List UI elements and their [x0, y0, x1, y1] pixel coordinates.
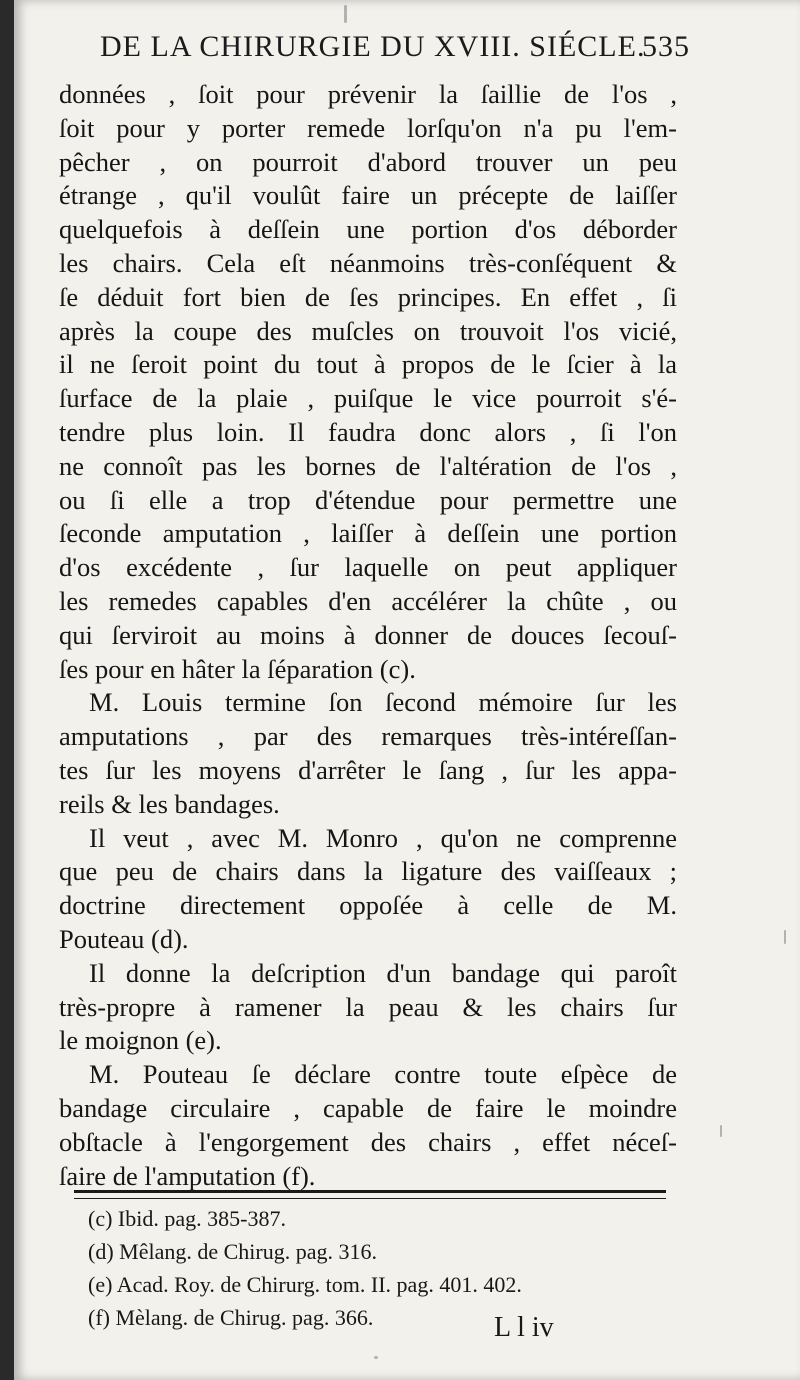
paper-speckle [784, 930, 786, 944]
footnote-f: (f) Mèlang. de Chirug. pag. 366. [88, 1305, 374, 1330]
text-line: doctrine directement oppoſée à celle de M. [59, 890, 677, 921]
text-line: bandage circulaire , capable de faire le moindre [59, 1092, 677, 1123]
text-line: obſtacle à l'engorgement des chairs , effet néceſ- [59, 1126, 677, 1157]
footnote-c: (c) Ibid. pag. 385-387. [88, 1206, 286, 1231]
text-line: données , ſoit pour prévenir la ſaillie de l'os , [59, 79, 677, 109]
text-line: que peu de chairs dans la ligature des vaiſſeaux ; [59, 856, 677, 887]
text-line: ſoit pour y porter remede lorſqu'on n'a pu l'em- [59, 112, 677, 143]
text-line: le moignon (e). [59, 1025, 222, 1056]
running-title: DE LA CHIRURGIE DU XVIII. SIÉCLE. [100, 30, 646, 63]
text-line: tes ſur les moyens d'arrêter le ſang , ſur les appa- [59, 754, 677, 785]
text-line: tendre plus loin. Il faudra donc alors , ſi l'on [59, 416, 677, 447]
text-line: Il veut , avec M. Monro , qu'on ne comprenne [89, 822, 677, 853]
text-line: ſurface de la plaie , puiſque le vice pourroit s'é- [59, 383, 677, 414]
text-line: pêcher , on pourroit d'abord trouver un peu [59, 146, 677, 177]
text-line: qui ſerviroit au moins à donner de douces ſecouſ- [59, 619, 677, 650]
running-head [100, 30, 690, 76]
text-line: M. Louis termine ſon ſecond mémoire ſur les [89, 687, 677, 718]
text-line: étrange , qu'il voulût faire un précepte de laiſſer [59, 180, 677, 211]
text-line: après la coupe des muſcles on trouvoit l'os vicié, [59, 315, 677, 346]
text-line: les chairs. Cela eſt néanmoins très-conſéquent & [59, 247, 677, 278]
text-line: ſes pour en hâter la ſéparation (c). [59, 653, 416, 684]
footnote-d: (d) Mêlang. de Chirug. pag. 316. [88, 1239, 377, 1264]
paper-speckle [344, 5, 347, 23]
text-line: très-propre à ramener la peau & les chairs ſur [59, 991, 677, 1022]
text-line: d'os excédente , ſur laquelle on peut appliquer [59, 552, 677, 583]
text-line: Il donne la deſcription d'un bandage qui paroît [89, 957, 677, 988]
text-line: quelquefois à deſſein une portion d'os déborder [59, 214, 677, 245]
text-line: ſeconde amputation , laiſſer à deſſein une portion [59, 518, 677, 549]
text-line: ou ſi elle a trop d'étendue pour permettre une [59, 484, 677, 515]
text-line: il ne ſeroit point du tout à propos de le ſcier à la [59, 349, 677, 380]
text-line: reils & les bandages. [59, 788, 280, 819]
paper-speckle [720, 1125, 722, 1137]
text-line: ne connoît pas les bornes de l'altération de l'os , [59, 450, 677, 481]
paper-speckle [374, 1356, 378, 1359]
footnotes [88, 1202, 678, 1334]
page-number: 535 [642, 30, 690, 63]
text-line: les remedes capables d'en accélérer la chûte , ou [59, 585, 677, 616]
text-line: amputations , par des remarques très-intéreſſan- [59, 721, 677, 752]
text-line: ſe déduit fort bien de ſes principes. En effet , ſi [59, 281, 677, 312]
footnote-rule [74, 1190, 666, 1199]
book-page [14, 0, 800, 1380]
text-line: M. Pouteau ſe déclare contre toute eſpèce de [89, 1059, 677, 1090]
body-text [59, 78, 677, 1193]
footnote-e: (e) Acad. Roy. de Chirurg. tom. II. pag. 401. 402. [88, 1272, 522, 1297]
signature-mark: L l iv [494, 1312, 554, 1343]
text-line: Pouteau (d). [59, 923, 189, 954]
text-line: ſaire de l'amputation (f). [59, 1160, 316, 1191]
